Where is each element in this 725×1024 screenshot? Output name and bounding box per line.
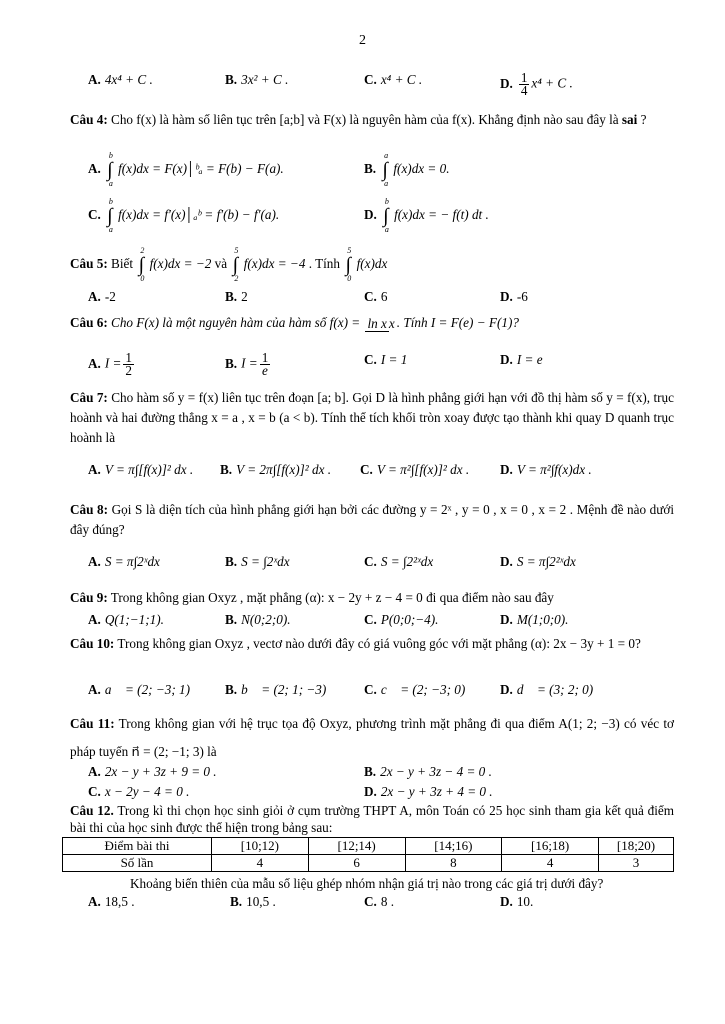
table-cell: [14;16) — [405, 838, 502, 855]
score-table — [62, 837, 674, 872]
table-cell: 6 — [308, 855, 405, 872]
question-7: Câu 7: Cho hàm số y = f(x) liên tục trên đoạn [a; b]. Gọi D là hình phẳng giới hạn với đồ thị hàm số y = f(x), trục hoành và hai đường thẳng x = a , x = b (a < b). Tính thể tích khối tròn xoay được tạo thành khi quay D quanh trục hoành là — [70, 390, 674, 445]
table-cell: [18;20) — [599, 838, 674, 855]
q9-options: A. Q(1;−1;1). B. N(0;2;0). C. P(0;0;−4). D. M(1;0;0). — [88, 612, 569, 627]
q4-options-ab: A. ∫ b a f(x)dx = F(x)│ᵇₐ = F(b) − F(a). B. ∫ a a f(x)dx = 0. — [88, 151, 450, 188]
q12-options: A. 18,5 . B. 10,5 . C. 8 . D. 10. — [88, 894, 534, 909]
q10-options: A. a⃗ = (2; −3; 1) B. b⃗ = (2; 1; −3) C. c⃗ = (2; −3; 0) D. d⃗ = (3; 2; 0) — [88, 682, 594, 697]
table-cell: [10;12) — [212, 838, 309, 855]
table-cell: 4 — [502, 855, 599, 872]
table-cell: [16;18) — [502, 838, 599, 855]
q4-options-cd: C. ∫ b a f(x)dx = f′(x)│ₐᵇ = f′(b) − f′(a). D. ∫ b a f(x)dx = − f(t) dt . — [88, 197, 489, 234]
question-8: Câu 8: Gọi S là diện tích của hình phẳng giới hạn bởi các đường y = 2ˣ , y = 0 , x = 0 , x = 2 . Mệnh đề nào dưới đây đúng? — [70, 502, 675, 537]
q7-options: A. V = π∫[f(x)]² dx . B. V = 2π∫[f(x)]² dx . C. V = π²∫[f(x)]² dx . D. V = π²∫f(x)dx . — [88, 462, 592, 477]
table-cell: [12;14) — [308, 838, 405, 855]
table-row — [63, 838, 674, 855]
q12-question: Khoảng biến thiên của mẫu số liệu ghép nhóm nhận giá trị nào trong các giá trị dưới đây? — [130, 876, 604, 891]
table-cell: 3 — [599, 855, 674, 872]
table-cell: Số lần — [63, 855, 212, 872]
q11-options-ab: A. 2x − y + 3z + 9 = 0 . B. 2x − y + 3z − 4 = 0 . — [88, 764, 492, 779]
question-6: Câu 6: Cho F(x) là một nguyên hàm của hàm số f(x) = ln x x . Tính I = F(e) − F(1)? — [70, 315, 519, 331]
question-9: Câu 9: Trong không gian Oxyz , mặt phẳng (α): x − 2y + z − 4 = 0 đi qua điểm nào sau đây — [70, 590, 554, 605]
table-cell: 8 — [405, 855, 502, 872]
table-cell: Điểm bài thi — [63, 838, 212, 855]
table-cell: 4 — [212, 855, 309, 872]
page-number: 2 — [359, 33, 366, 48]
question-12: Câu 12. Trong kì thi chọn học sinh giỏi ở cụm trường THPT A, môn Toán có 25 học sinh tham gia kết quả điểm bài thi của học sinh được thể hiện trong bảng sau: — [70, 803, 674, 835]
question-10: Câu 10: Trong không gian Oxyz , vectơ nào dưới đây có giá vuông góc với mặt phẳng (α): 2x − 3y + 1 = 0? — [70, 636, 641, 651]
table-row — [63, 855, 674, 872]
q11-options-cd: C. x − 2y − 4 = 0 . D. 2x − y + 3z + 4 = 0 . — [88, 784, 493, 799]
q3-options: A. 4x⁴ + C . B. 3x² + C . C. x⁴ + C . D. $\frac{1}{4}$ x⁴ + C . — [88, 70, 573, 98]
question-4: Câu 4: Cho f(x) là hàm số liên tục trên [a;b] và F(x) là nguyên hàm của f(x). Khẳng định nào sau đây là sai ? — [70, 112, 647, 127]
question-11: Câu 11: Trong không gian với hệ trục tọa độ Oxyz, phương trình mặt phẳng đi qua điểm A(1; 2; −3) có véc tơ pháp tuyến n⃗ = (2; −1; 3) là — [70, 716, 674, 759]
question-5: Câu 5: Biết ∫ 2 0 f(x)dx = −2 và ∫ 5 2 f(x)dx = −4 . Tính ∫ 5 0 f(x)dx — [70, 245, 388, 283]
q5-options: A. -2 B. 2 C. 6 D. -6 — [88, 289, 528, 304]
q8-options: A. S = π∫2ˣdx B. S = ∫2ˣdx C. S = ∫2²ˣdx D. S = π∫2²ˣdx — [88, 554, 576, 569]
q6-options: A. I = $\frac{1}{2}$ B. I = $\frac{1}{e}$ C. I = 1 D. I = e — [88, 350, 543, 378]
